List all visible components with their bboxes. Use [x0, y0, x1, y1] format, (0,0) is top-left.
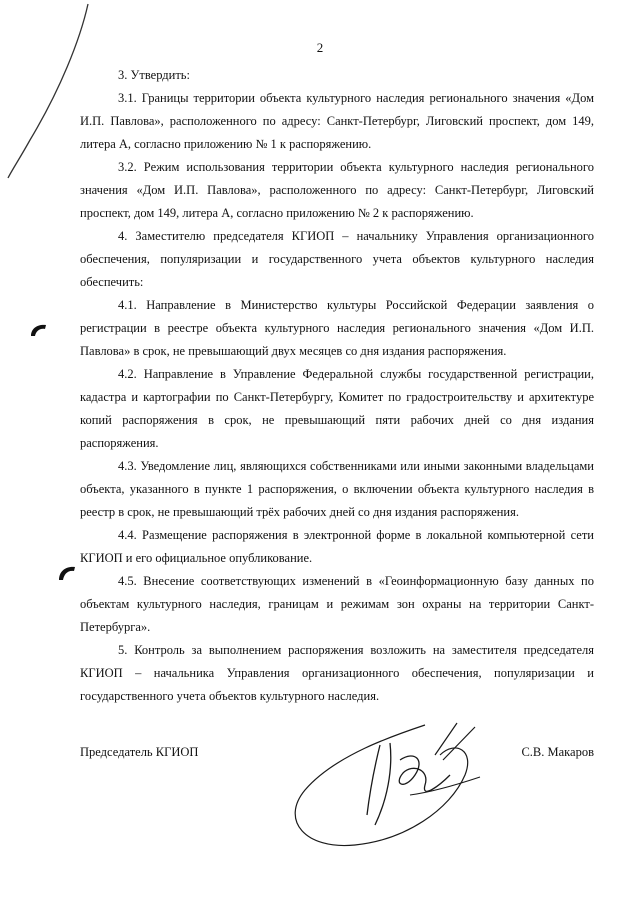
paragraph: 4.3. Уведомление лиц, являющихся собственниками или иными законными владельцами объекта, указанного в пункте 1 распоряжения, о включении объекта культурного наследия в реестр в срок, не превышающий трёх рабочих дней со дня издания распоряжения. — [80, 459, 594, 519]
paragraph: 3. Утвердить: — [118, 68, 190, 82]
handwritten-signature — [275, 715, 495, 865]
paragraph: 4.2. Направление в Управление Федеральной службы государственной регистрации, кадастра и картографии по Санкт-Петербургу, Комитет по градостроительству и архитектуре копий распоряжения в срок, не превышающий пяти рабочих дней со дня издания распоряжения. — [80, 367, 594, 450]
punch-hole-mark — [28, 322, 50, 340]
paragraph: 5. Контроль за выполнением распоряжения возложить на заместителя председателя КГИОП – начальника Управления организационного обеспечения, популяризации и государственного учета объектов культурного наследия. — [80, 643, 594, 703]
paragraph: 3.1. Границы территории объекта культурного наследия регионального значения «Дом И.П. Павлова», расположенного по адресу: Санкт-Петербург, Лиговский проспект, дом 149, литера А, согласно приложению № 1 к распоряжению. — [80, 91, 594, 151]
signer-title: Председатель КГИОП — [80, 745, 199, 759]
paragraph: 4. Заместителю председателя КГИОП – начальнику Управления организационного обеспечения, популяризации и государственного учета объектов культурного наследия обеспечить: — [80, 229, 594, 289]
paragraph: 4.1. Направление в Министерство культуры Российской Федерации заявления о регистрации в реестре объекта культурного наследия регионального значения «Дом И.П. Павлова» в срок, не превышающий двух месяцев со дня издания распоряжения. — [80, 298, 594, 358]
paragraph: 3.2. Режим использования территории объекта культурного наследия регионального значения «Дом И.П. Павлова», расположенного по адресу: Санкт-Петербург, Лиговский проспект, дом 149, литера А, согласно приложению № 2 к распоряжению. — [80, 160, 594, 220]
paragraph: 4.4. Размещение распоряжения в электронной форме в локальной компьютерной сети КГИОП и его официальное опубликование. — [80, 528, 594, 565]
punch-hole-mark — [56, 563, 78, 583]
signer-name: С.В. Макаров — [521, 745, 594, 759]
paragraph: 4.5. Внесение соответствующих изменений в «Геоинформационную базу данных по объектам культурного наследия, границам и режимам зон охраны на территории Санкт-Петербурга». — [80, 574, 594, 634]
document-body — [80, 64, 594, 708]
page-number: 2 — [316, 40, 324, 55]
signature-block — [80, 745, 594, 905]
